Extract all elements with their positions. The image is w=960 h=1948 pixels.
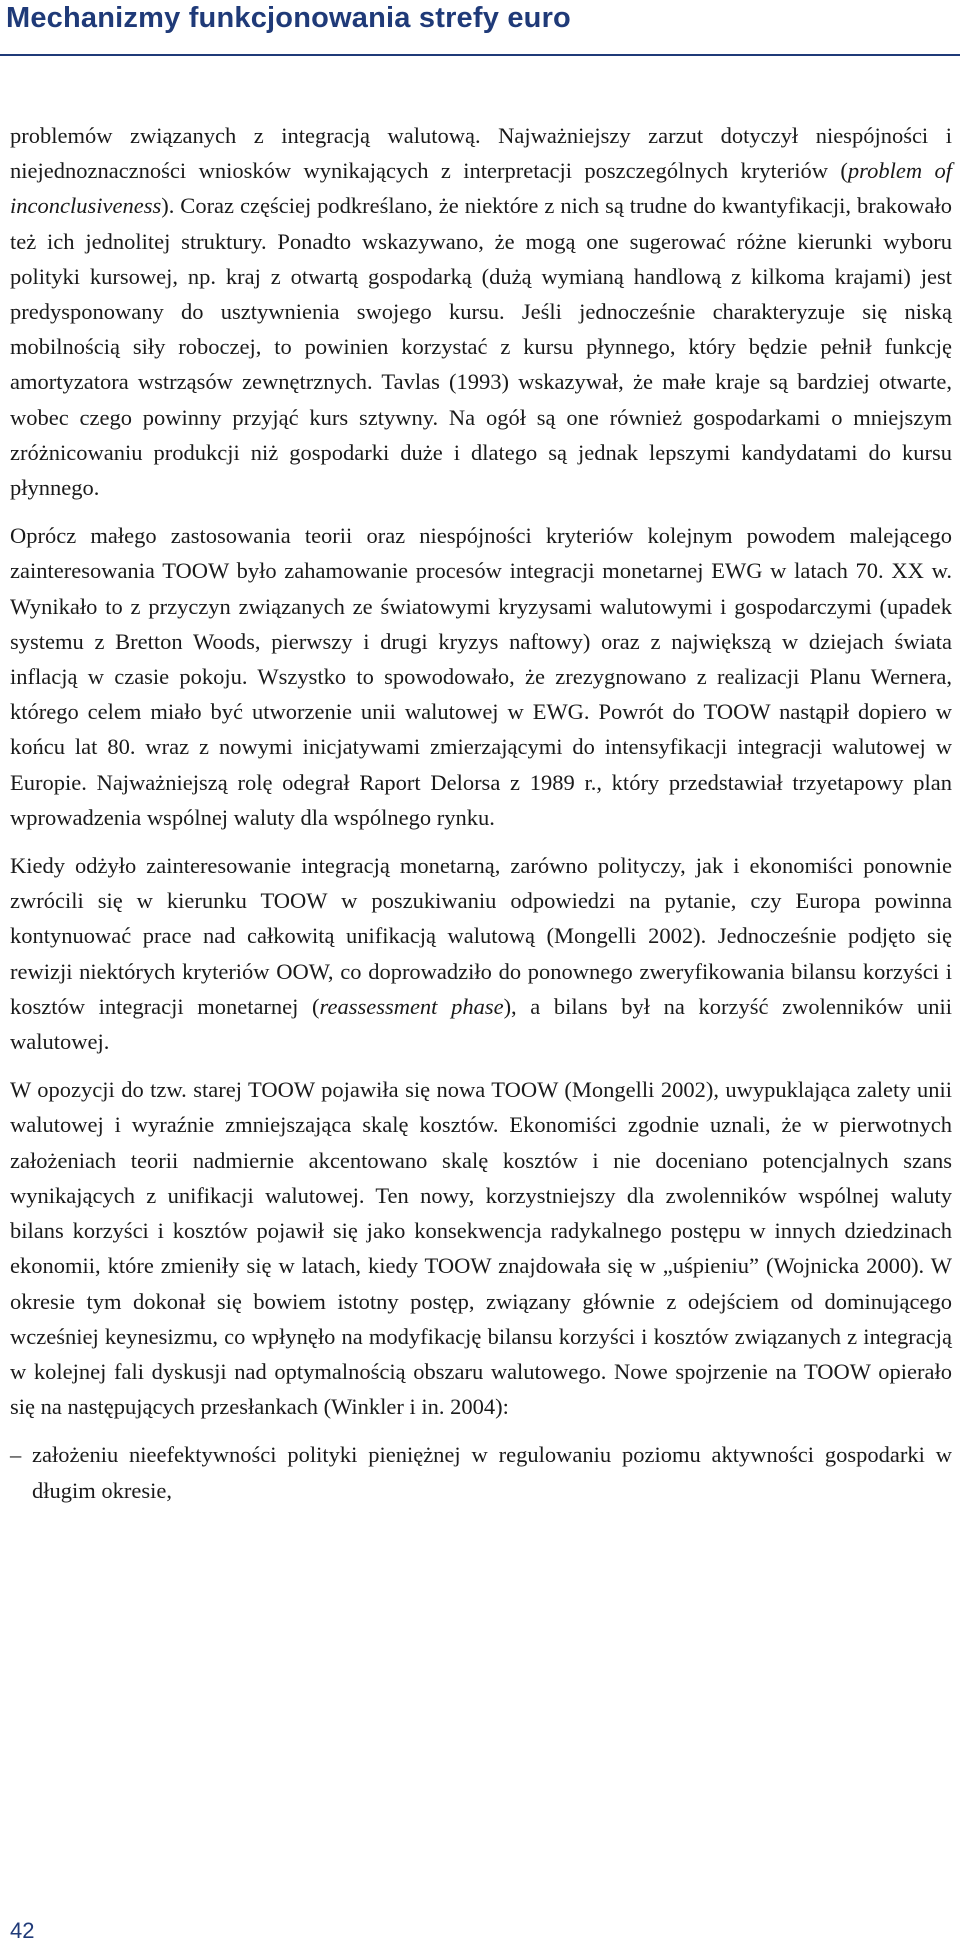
paragraph-3-italic-term: reassessment phase: [319, 993, 504, 1019]
paragraph-3-text-b: ), a bilans był na korzyść zwolenników unii walutowej.: [10, 993, 952, 1055]
paragraph-3-text-a: Kiedy odżyło zainteresowanie integracją monetarną, zarówno polityczy, jak i ekonomiści ponownie zwrócili się w kierunku TOOW w poszukiwaniu odpowiedzi na pytanie, czy Europa powinna kontynuować prace nad całkowitą unifikacją walutową (Mongelli 2002). Jednocześnie podjęto się rewizji niektórych kryteriów OOW, co doprowadziło do ponownego zweryfikowania bilansu korzyści i kosztów integracji monetarnej (: [10, 853, 952, 1019]
paragraph-1: [10, 118, 952, 505]
list-item: [10, 1437, 952, 1507]
dash-bullet: –: [10, 1442, 22, 1468]
list-item-text: założeniu nieefektywności polityki pieniężnej w regulowaniu poziomu aktywności gospodarki w długim okresie,: [32, 1442, 952, 1503]
paragraph-3: [10, 848, 952, 1059]
running-head-title: Mechanizmy funkcjonowania strefy euro: [6, 2, 571, 34]
body-text: [10, 118, 952, 1508]
paragraph-2: Oprócz małego zastosowania teorii oraz niespójności kryteriów kolejnym powodem malejącego zainteresowania TOOW było zahamowanie procesów integracji monetarnej EWG w latach 70. XX w. Wynikało to z przyczyn związanych ze światowymi kryzysami walutowymi i gospodarczymi (upadek systemu z Bretton Woods, pierwszy i drugi kryzys naftowy) oraz z największą w dziejach świata inflacją w czasie pokoju. Wszystko to spowodowało, że zrezygnowano z realizacji Planu Wernera, którego celem miało być utworzenie unii walutowej w EWG. Powrót do TOOW nastąpił dopiero w końcu lat 80. wraz z nowymi inicjatywami zmierzającymi do intensyfikacji integracji walutowej w Europie. Najważniejszą rolę odegrał Raport Delorsa z 1989 r., który przedstawiał trzyetapowy plan wprowadzenia wspólnej waluty dla wspólnego rynku.: [10, 523, 952, 830]
paragraph-4: W opozycji do tzw. starej TOOW pojawiła się nowa TOOW (Mongelli 2002), uwypuklająca zalety unii walutowej i wyraźnie zmniejszająca skalę kosztów. Ekonomiści zgodnie uznali, że w pierwotnych założeniach teorii nadmiernie akcentowano skalę kosztów i nie doceniano potencjalnych szans wynikających z unifikacji walutowej. Ten nowy, korzystniejszy dla zwolenników wspólnej waluty bilans korzyści i kosztów pojawił się jako konsekwencja radykalnego postępu w innych dziedzinach ekonomii, które zmieniły się w latach, kiedy TOOW znajdowała się w „uśpieniu” (Wojnicka 2000). W okresie tym dokonał się bowiem istotny postęp, związany głównie z odejściem od dominującego wcześniej keynesizmu, co wpłynęło na modyfikację bilansu korzyści i kosztów związanych z integracją w kolejnej fali dyskusji nad optymalnością obszaru walutowego. Nowe spojrzenie na TOOW opierało się na następujących przesłankach (Winkler i in. 2004):: [10, 1077, 952, 1420]
premises-list: [10, 1437, 952, 1507]
paragraph-1-italic-term: problem of inconclusiveness: [10, 158, 952, 219]
paragraph-1-text-a: problemów związanych z integracją walutową. Najważniejszy zarzut dotyczył niespójności i niejednoznaczności wniosków wynikających z interpretacji poszczególnych kryteriów (: [10, 123, 952, 184]
page-number: 42: [10, 1918, 35, 1943]
paragraph-1-text-b: ). Coraz częściej podkreślano, że niektóre z nich są trudne do kwantyfikacji, brakowało też ich jednolitej struktury. Ponadto wskazywano, że mogą one sugerować różne kierunki wyboru polityki kursowej, np. kraj z otwartą gospodarką (dużą wymianą handlową z kilkoma krajami) jest predysponowany do usztywnienia swojego kursu. Jeśli jednocześnie charakteryzuje się niską mobilnością siły roboczej, to powinien korzystać z kursu płynnego, który będzie pełnił funkcję amortyzatora wstrząsów zewnętrznych. Tavlas (1993) wskazywał, że małe kraje są bardziej otwarte, wobec czego powinny przyjąć kurs sztywny. Na ogół są one również gospodarkami o mniejszym zróżnicowaniu produkcji niż gospodarki duże i dlatego są jednak lepszymi kandydatami do kursu płynnego.: [10, 193, 952, 501]
running-header: [0, 0, 960, 56]
